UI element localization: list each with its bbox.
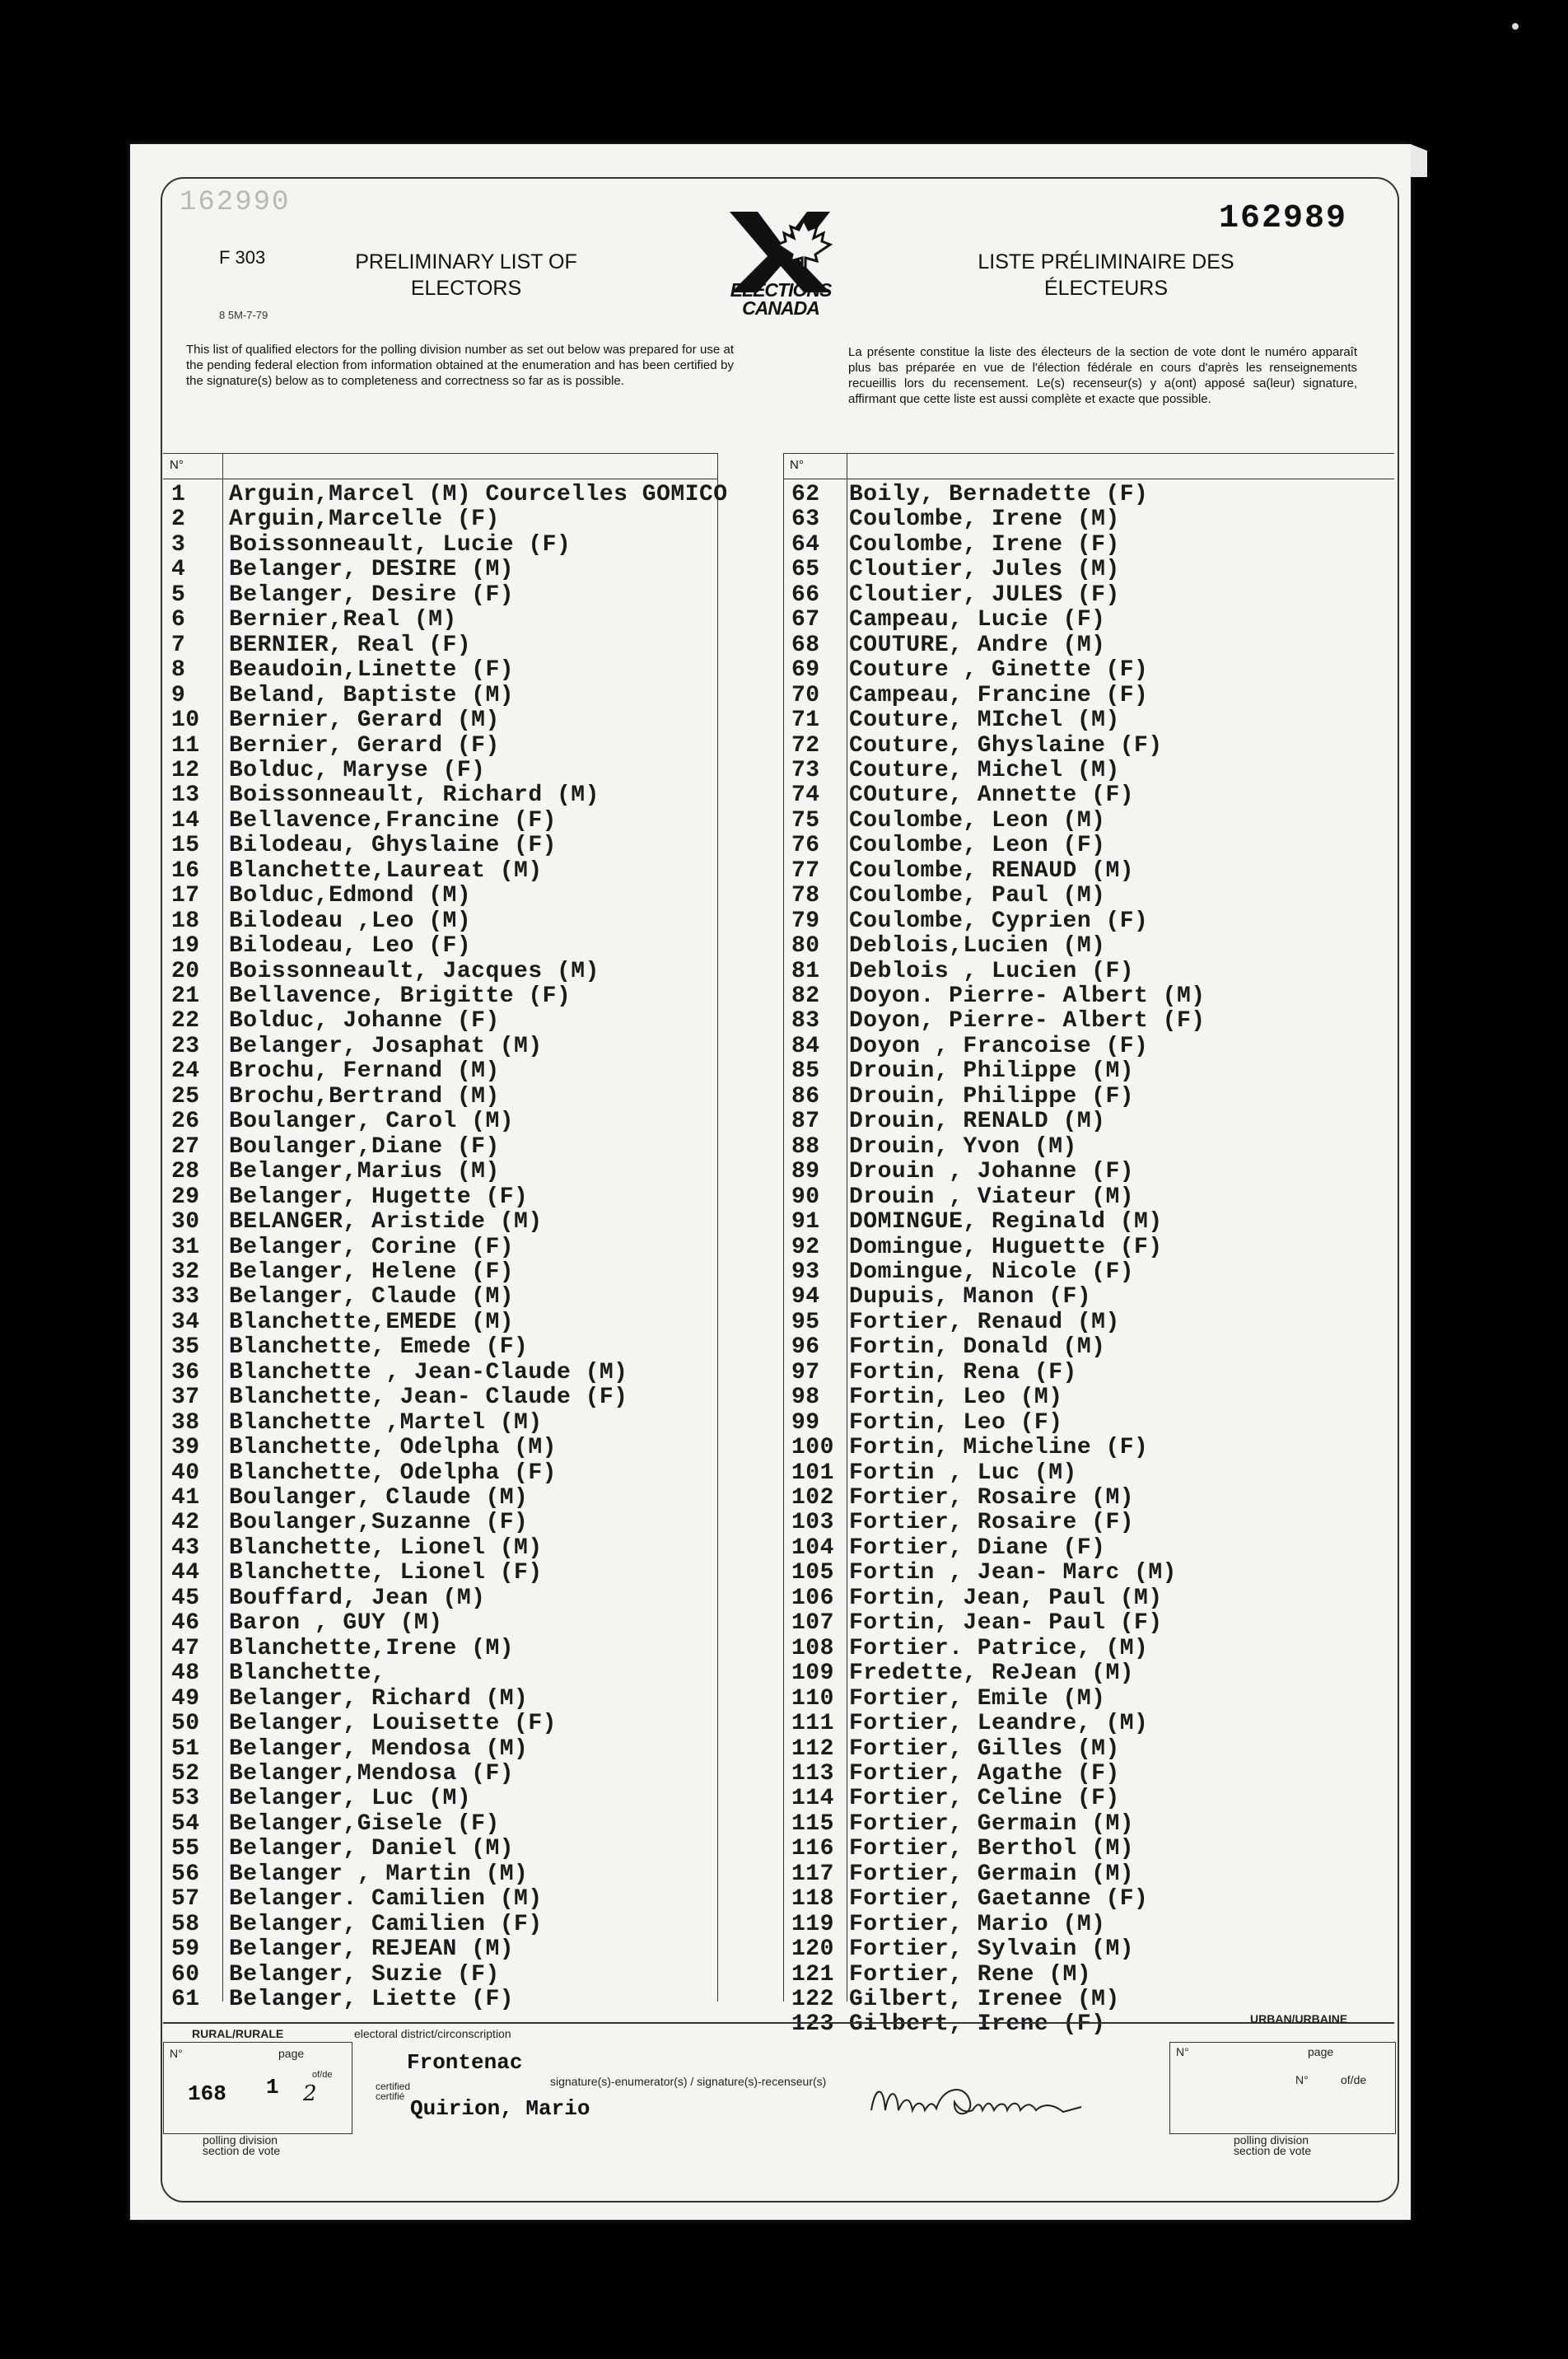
elector-number: 4 bbox=[171, 557, 186, 583]
elector-name: Boissonneault, Jacques (M) bbox=[229, 958, 600, 984]
right-column-header bbox=[783, 453, 1394, 479]
elector-name: Campeau, Francine (F) bbox=[849, 682, 1149, 708]
elector-name: Doyon , Francoise (F) bbox=[849, 1033, 1149, 1059]
elector-name: Fortier, Berthol (M) bbox=[849, 1836, 1135, 1862]
elector-number: 81 bbox=[791, 958, 820, 984]
elector-number: 19 bbox=[171, 933, 200, 960]
elector-name: Drouin , Viateur (M) bbox=[849, 1184, 1135, 1210]
elector-number: 106 bbox=[791, 1585, 834, 1611]
elector-number: 119 bbox=[791, 1911, 834, 1937]
elector-number: 96 bbox=[791, 1334, 820, 1361]
elector-number: 117 bbox=[791, 1861, 834, 1887]
elector-name: Boulanger, Claude (M) bbox=[229, 1485, 529, 1511]
elector-number: 83 bbox=[791, 1008, 820, 1035]
elector-number: 49 bbox=[171, 1685, 200, 1712]
elector-number: 56 bbox=[171, 1861, 200, 1887]
elector-number: 24 bbox=[171, 1058, 200, 1085]
district-name: Frontenac bbox=[407, 2050, 523, 2075]
elector-number: 30 bbox=[171, 1209, 200, 1236]
urban-box bbox=[1169, 2042, 1396, 2134]
elector-number: 51 bbox=[171, 1735, 200, 1762]
elector-number: 121 bbox=[791, 1961, 834, 1988]
intro-french: La présente constitue la liste des électeurs de la section de vote dont le numéro apparaît plus bas préparée en vue de l'élection fédérale en cours d'après les renseignements recueillis lors du recensement. Le(s) recenseur(s) y a(ont) apposé sa(leur) signature, affirmant que cette liste est aussi complète et exacte que possible. bbox=[848, 345, 1357, 406]
elector-number: 120 bbox=[791, 1936, 834, 1963]
elector-number: 70 bbox=[791, 682, 820, 708]
elector-name: Drouin , Johanne (F) bbox=[849, 1159, 1135, 1185]
elector-number: 85 bbox=[791, 1058, 820, 1085]
elector-name: Belanger, REJEAN (M) bbox=[229, 1936, 515, 1963]
page-number: 1 bbox=[266, 2075, 279, 2100]
urban-of-label: of/de bbox=[1341, 2073, 1367, 2086]
elector-number: 22 bbox=[171, 1008, 200, 1035]
elector-number: 114 bbox=[791, 1786, 834, 1812]
elector-name: Fortin, Rena (F) bbox=[849, 1359, 1077, 1385]
elector-number: 50 bbox=[171, 1711, 200, 1737]
elector-number: 35 bbox=[171, 1334, 200, 1361]
elector-name: Bolduc,Edmond (M) bbox=[229, 883, 472, 909]
elector-name: Bilodeau, Ghyslaine (F) bbox=[229, 833, 557, 859]
logo-wordmark: ELECTIONS CANADA bbox=[730, 279, 832, 319]
elector-number: 55 bbox=[171, 1836, 200, 1862]
elector-name: Belanger,Marius (M) bbox=[229, 1159, 500, 1185]
elector-number: 86 bbox=[791, 1083, 820, 1109]
elector-number: 53 bbox=[171, 1786, 200, 1812]
elector-name: Brochu, Fernand (M) bbox=[229, 1058, 500, 1085]
signature-label: signature(s)-enumerator(s) / signature(s)-recenseur(s) bbox=[550, 2075, 827, 2088]
elector-name: Fortier, Diane (F) bbox=[849, 1535, 1106, 1561]
elector-number: 95 bbox=[791, 1309, 820, 1335]
elector-number: 23 bbox=[171, 1033, 200, 1059]
urban-no-label: N° bbox=[1176, 2045, 1189, 2058]
elector-number: 110 bbox=[791, 1685, 834, 1712]
elector-name: Bilodeau, Leo (F) bbox=[229, 933, 472, 960]
elector-name: Baron , GUY (M) bbox=[229, 1610, 443, 1637]
elector-name: Blanchette, Jean- Claude (F) bbox=[229, 1385, 628, 1411]
elector-name: Blanchette,EMEDE (M) bbox=[229, 1309, 515, 1335]
rural-polling-label bbox=[203, 2135, 280, 2156]
elector-name: Belanger,Gisele (F) bbox=[229, 1810, 500, 1837]
elector-number: 63 bbox=[791, 507, 820, 533]
district-label: electoral district/circonscription bbox=[354, 2027, 511, 2040]
urban-label: URBAN/URBAINE bbox=[1250, 2012, 1348, 2025]
paper-tear bbox=[1411, 144, 1427, 177]
title-french: LISTE PRÉLIMINAIRE DES ÉLECTEURS bbox=[978, 250, 1234, 300]
elector-number: 5 bbox=[171, 582, 186, 608]
rural-polling-en: polling division bbox=[203, 2133, 278, 2146]
elector-number: 90 bbox=[791, 1184, 820, 1210]
elector-name: Fortier, Germain (M) bbox=[849, 1861, 1135, 1887]
elector-number: 102 bbox=[791, 1485, 834, 1511]
urban-polling-en: polling division bbox=[1234, 2133, 1309, 2146]
elector-name: Belanger, Richard (M) bbox=[229, 1685, 529, 1712]
elector-number: 34 bbox=[171, 1309, 200, 1335]
elector-name: Fortin, Donald (M) bbox=[849, 1334, 1106, 1361]
elector-name: Couture, Michel (M) bbox=[849, 757, 1120, 783]
elector-name: Bernier, Gerard (F) bbox=[229, 732, 500, 759]
elector-number: 75 bbox=[791, 807, 820, 834]
elector-name: Fortin, Jean- Paul (F) bbox=[849, 1610, 1163, 1637]
elector-number: 122 bbox=[791, 1987, 834, 2012]
elector-number: 79 bbox=[791, 908, 820, 934]
rural-page-label: page bbox=[278, 2047, 305, 2060]
elector-name: Couture, Ghyslaine (F) bbox=[849, 732, 1163, 759]
elector-number: 68 bbox=[791, 632, 820, 658]
elector-name: Domingue, Nicole (F) bbox=[849, 1259, 1135, 1285]
elector-name: Blanchette, Lionel (M) bbox=[229, 1535, 543, 1561]
elector-number: 76 bbox=[791, 833, 820, 859]
elector-number: 42 bbox=[171, 1510, 200, 1536]
elector-name: Coulombe, Leon (M) bbox=[849, 807, 1106, 834]
elector-number: 108 bbox=[791, 1635, 834, 1661]
right-col-no-label: N° bbox=[790, 458, 804, 472]
elector-name: Boily, Bernadette (F) bbox=[849, 482, 1149, 507]
elector-name: Doyon, Pierre- Albert (F) bbox=[849, 1008, 1206, 1035]
elector-number: 88 bbox=[791, 1133, 820, 1160]
elector-number: 97 bbox=[791, 1359, 820, 1385]
elector-number: 113 bbox=[791, 1760, 834, 1787]
elector-name: Boulanger, Carol (M) bbox=[229, 1109, 515, 1135]
elector-number: 26 bbox=[171, 1109, 200, 1135]
elector-number: 77 bbox=[791, 857, 820, 884]
elector-name: Belanger, Hugette (F) bbox=[229, 1184, 529, 1210]
elector-name: Belanger, Camilien (F) bbox=[229, 1911, 543, 1937]
left-column-header bbox=[163, 453, 717, 479]
elector-number: 28 bbox=[171, 1159, 200, 1185]
elector-number: 118 bbox=[791, 1886, 834, 1913]
elector-name: Belanger , Martin (M) bbox=[229, 1861, 529, 1887]
elector-number: 107 bbox=[791, 1610, 834, 1637]
elector-number: 37 bbox=[171, 1385, 200, 1411]
elector-name: Fortier, Leandre, (M) bbox=[849, 1711, 1149, 1737]
elector-name: Fortier, Gaetanne (F) bbox=[849, 1886, 1149, 1913]
elector-name: Coulombe, Paul (M) bbox=[849, 883, 1106, 909]
elector-number: 105 bbox=[791, 1560, 834, 1586]
elector-name: Blanchette ,Martel (M) bbox=[229, 1409, 543, 1436]
elector-name: Domingue, Huguette (F) bbox=[849, 1234, 1163, 1260]
elector-number: 73 bbox=[791, 757, 820, 783]
elector-number: 25 bbox=[171, 1083, 200, 1109]
elector-number: 123 bbox=[791, 2011, 834, 2038]
elector-number: 112 bbox=[791, 1735, 834, 1762]
print-code: 8 5M-7-79 bbox=[219, 309, 268, 321]
elector-number: 82 bbox=[791, 983, 820, 1009]
elector-name: Fortin , Luc (M) bbox=[849, 1460, 1077, 1486]
intro-english: This list of qualified electors for the polling division number as set out below was prepared for use at the pending federal election from information obtained at the enumeration and has been certified by the signature(s) below as to completeness and correctness so far as is possible. bbox=[186, 343, 734, 388]
certified-label bbox=[376, 2081, 410, 2101]
elector-name: Drouin, Yvon (M) bbox=[849, 1133, 1077, 1160]
elector-name: Blanchette, Odelpha (F) bbox=[229, 1460, 557, 1486]
elector-name: Coulombe, Irene (F) bbox=[849, 531, 1120, 558]
elector-number: 60 bbox=[171, 1961, 200, 1988]
elector-number: 69 bbox=[791, 657, 820, 684]
elector-name: Coulombe, Leon (F) bbox=[849, 833, 1106, 859]
elector-number: 57 bbox=[171, 1886, 200, 1913]
elector-number: 36 bbox=[171, 1359, 200, 1385]
center-divider-2 bbox=[783, 453, 784, 2002]
elector-name: Blanchette, Odelpha (M) bbox=[229, 1435, 557, 1461]
elector-name: Bolduc, Johanne (F) bbox=[229, 1008, 500, 1035]
elector-name: Boulanger,Diane (F) bbox=[229, 1133, 500, 1160]
elector-name: Coulombe, Cyprien (F) bbox=[849, 908, 1149, 934]
rural-polling-fr: section de vote bbox=[203, 2144, 281, 2157]
elector-number: 111 bbox=[791, 1711, 834, 1737]
page-of: 2 bbox=[303, 2081, 317, 2106]
elector-name: Fortier, Rosaire (F) bbox=[849, 1510, 1135, 1536]
elector-name: Belanger, Liette (F) bbox=[229, 1987, 515, 2012]
elector-name: Bellavence, Brigitte (F) bbox=[229, 983, 572, 1009]
elector-name: Blanchette, bbox=[229, 1661, 386, 1687]
left-number-divider bbox=[222, 453, 223, 2002]
elector-name: Couture, MIchel (M) bbox=[849, 708, 1120, 734]
elector-number: 15 bbox=[171, 833, 200, 859]
polling-number: 168 bbox=[188, 2081, 226, 2106]
elector-number: 7 bbox=[171, 632, 186, 658]
elector-number: 8 bbox=[171, 657, 186, 684]
elector-name: Bouffard, Jean (M) bbox=[229, 1585, 486, 1611]
certified-en: certified bbox=[376, 2081, 411, 2092]
elector-name: Deblois , Lucien (F) bbox=[849, 958, 1135, 984]
urban-page-label: page bbox=[1308, 2045, 1334, 2058]
elector-name: BERNIER, Real (F) bbox=[229, 632, 472, 658]
elector-name: Fredette, ReJean (M) bbox=[849, 1661, 1135, 1687]
elector-name: Blanchette, Lionel (F) bbox=[229, 1560, 543, 1586]
elector-name: Belanger, Luc (M) bbox=[229, 1786, 472, 1812]
elector-number: 32 bbox=[171, 1259, 200, 1285]
elector-number: 3 bbox=[171, 531, 186, 558]
elector-name: Fortier, Renaud (M) bbox=[849, 1309, 1120, 1335]
elector-name: Fortier. Patrice, (M) bbox=[849, 1635, 1149, 1661]
elector-number: 100 bbox=[791, 1435, 834, 1461]
elector-name: Arguin,Marcelle (F) bbox=[229, 507, 500, 533]
elector-name: Bernier, Gerard (M) bbox=[229, 708, 500, 734]
elector-name: Belanger,Mendosa (F) bbox=[229, 1760, 515, 1787]
elector-number: 21 bbox=[171, 983, 200, 1009]
elector-name: Dupuis, Manon (F) bbox=[849, 1284, 1092, 1310]
footer-section bbox=[163, 2012, 1394, 2168]
elector-number: 33 bbox=[171, 1284, 200, 1310]
elector-name: Couture , Ginette (F) bbox=[849, 657, 1149, 684]
elector-name: Arguin,Marcel (M) Courcelles GOMICO bbox=[229, 482, 728, 507]
elector-name: Fortin, Leo (M) bbox=[849, 1385, 1063, 1411]
elector-name: Fortier, Agathe (F) bbox=[849, 1760, 1120, 1787]
elector-number: 80 bbox=[791, 933, 820, 960]
elector-name: Fortin , Jean- Marc (M) bbox=[849, 1560, 1177, 1586]
elector-number: 1 bbox=[171, 482, 186, 507]
elector-number: 38 bbox=[171, 1409, 200, 1436]
elector-name: Fortier, Emile (M) bbox=[849, 1685, 1106, 1712]
elector-number: 46 bbox=[171, 1610, 200, 1637]
elector-number: 45 bbox=[171, 1585, 200, 1611]
elector-number: 89 bbox=[791, 1159, 820, 1185]
elector-name: Belanger, DESIRE (M) bbox=[229, 557, 515, 583]
elector-number: 52 bbox=[171, 1760, 200, 1787]
elector-name: Blanchette , Jean-Claude (M) bbox=[229, 1359, 628, 1385]
elector-name: Belanger, Desire (F) bbox=[229, 582, 515, 608]
elector-name: Bolduc, Maryse (F) bbox=[229, 757, 486, 783]
elector-number: 27 bbox=[171, 1133, 200, 1160]
elector-name: Belanger, Louisette (F) bbox=[229, 1711, 557, 1737]
elector-number: 116 bbox=[791, 1836, 834, 1862]
elector-number: 91 bbox=[791, 1209, 820, 1236]
elector-name: Boulanger,Suzanne (F) bbox=[229, 1510, 529, 1536]
elector-name: Gilbert, Irene (F) bbox=[849, 2011, 1106, 2038]
elector-name: Fortin, Micheline (F) bbox=[849, 1435, 1149, 1461]
elector-number: 67 bbox=[791, 607, 820, 633]
elector-number: 14 bbox=[171, 807, 200, 834]
elector-name: Belanger, Helene (F) bbox=[229, 1259, 515, 1285]
elector-number: 40 bbox=[171, 1460, 200, 1486]
elector-name: Beaudoin,Linette (F) bbox=[229, 657, 515, 684]
elector-number: 48 bbox=[171, 1661, 200, 1687]
elector-name: Fortier, Rene (M) bbox=[849, 1961, 1092, 1988]
elector-name: BELANGER, Aristide (M) bbox=[229, 1209, 543, 1236]
elector-number: 12 bbox=[171, 757, 200, 783]
elector-name: Drouin, Philippe (M) bbox=[849, 1058, 1135, 1085]
certified-fr: certifié bbox=[376, 2090, 405, 2102]
elector-name: Brochu,Bertrand (M) bbox=[229, 1083, 500, 1109]
elector-name: COuture, Annette (F) bbox=[849, 782, 1135, 809]
elector-number: 64 bbox=[791, 531, 820, 558]
elector-number: 43 bbox=[171, 1535, 200, 1561]
elector-number: 101 bbox=[791, 1460, 834, 1486]
elector-number: 66 bbox=[791, 582, 820, 608]
enumerator-name: Quirion, Mario bbox=[410, 2096, 590, 2121]
elector-name: Belanger. Camilien (M) bbox=[229, 1886, 543, 1913]
elector-name: Gilbert, Irenee (M) bbox=[849, 1987, 1120, 2012]
left-col-no-label: N° bbox=[170, 458, 184, 472]
elector-name: Cloutier, JULES (F) bbox=[849, 582, 1120, 608]
elector-name: Fortier, Mario (M) bbox=[849, 1911, 1106, 1937]
title-english: PRELIMINARY LIST OF ELECTORS bbox=[355, 250, 577, 300]
elector-number: 65 bbox=[791, 557, 820, 583]
elector-number: 103 bbox=[791, 1510, 834, 1536]
elector-number: 2 bbox=[171, 507, 186, 533]
elector-number: 109 bbox=[791, 1661, 834, 1687]
elector-number: 18 bbox=[171, 908, 200, 934]
elector-number: 92 bbox=[791, 1234, 820, 1260]
elector-number: 16 bbox=[171, 857, 200, 884]
elector-name: Coulombe, Irene (M) bbox=[849, 507, 1120, 533]
elector-name: Doyon. Pierre- Albert (M) bbox=[849, 983, 1206, 1009]
elector-number: 98 bbox=[791, 1385, 820, 1411]
elector-number: 71 bbox=[791, 708, 820, 734]
elector-name: Drouin, RENALD (M) bbox=[849, 1109, 1106, 1135]
elector-number: 10 bbox=[171, 708, 200, 734]
elector-number: 84 bbox=[791, 1033, 820, 1059]
elector-name: Blanchette,Laureat (M) bbox=[229, 857, 543, 884]
elector-number: 74 bbox=[791, 782, 820, 809]
elector-number: 59 bbox=[171, 1936, 200, 1963]
elector-name: Fortier, Celine (F) bbox=[849, 1786, 1120, 1812]
elector-number: 62 bbox=[791, 482, 820, 507]
elector-number: 94 bbox=[791, 1284, 820, 1310]
elector-name: Campeau, Lucie (F) bbox=[849, 607, 1106, 633]
urban-no-of-label: N° bbox=[1295, 2073, 1309, 2086]
elector-number: 47 bbox=[171, 1635, 200, 1661]
elector-number: 115 bbox=[791, 1810, 834, 1837]
elector-number: 39 bbox=[171, 1435, 200, 1461]
elector-name: Belanger, Daniel (M) bbox=[229, 1836, 515, 1862]
elector-name: Blanchette,Irene (M) bbox=[229, 1635, 515, 1661]
elector-name: Belanger, Corine (F) bbox=[229, 1234, 515, 1260]
elector-name: Coulombe, RENAUD (M) bbox=[849, 857, 1135, 884]
elector-name: DOMINGUE, Reginald (M) bbox=[849, 1209, 1163, 1236]
elector-name: Fortin, Leo (F) bbox=[849, 1409, 1063, 1436]
elector-number: 29 bbox=[171, 1184, 200, 1210]
elector-name: Belanger, Claude (M) bbox=[229, 1284, 515, 1310]
elector-number: 72 bbox=[791, 732, 820, 759]
elector-number: 13 bbox=[171, 782, 200, 809]
rural-no-label: N° bbox=[170, 2047, 183, 2060]
elector-name: Bellavence,Francine (F) bbox=[229, 807, 557, 834]
elector-name: Boissonneault, Richard (M) bbox=[229, 782, 600, 809]
elector-number: 99 bbox=[791, 1409, 820, 1436]
elector-number: 87 bbox=[791, 1109, 820, 1135]
elector-number: 20 bbox=[171, 958, 200, 984]
faint-serial-number: 162990 bbox=[180, 187, 291, 218]
elector-name: Bilodeau ,Leo (M) bbox=[229, 908, 472, 934]
elector-name: Boissonneault, Lucie (F) bbox=[229, 531, 572, 558]
rural-label: RURAL/RURALE bbox=[192, 2027, 284, 2040]
enumerator-signature bbox=[867, 2077, 1090, 2127]
elector-name: Fortin, Jean, Paul (M) bbox=[849, 1585, 1163, 1611]
elector-number: 41 bbox=[171, 1485, 200, 1511]
elector-number: 31 bbox=[171, 1234, 200, 1260]
elector-name: Bernier,Real (M) bbox=[229, 607, 457, 633]
elector-name: Drouin, Philippe (F) bbox=[849, 1083, 1135, 1109]
elector-number: 6 bbox=[171, 607, 186, 633]
elector-name: Fortier, Germain (M) bbox=[849, 1810, 1135, 1837]
elector-name: Beland, Baptiste (M) bbox=[229, 682, 515, 708]
elector-number: 104 bbox=[791, 1535, 834, 1561]
electors-list-form bbox=[130, 144, 1411, 2220]
elector-name: Fortier, Rosaire (M) bbox=[849, 1485, 1135, 1511]
urban-polling-fr: section de vote bbox=[1234, 2144, 1312, 2157]
corner-mark bbox=[1512, 23, 1519, 30]
elector-name: COUTURE, Andre (M) bbox=[849, 632, 1106, 658]
elector-name: Blanchette, Emede (F) bbox=[229, 1334, 529, 1361]
elector-number: 61 bbox=[171, 1987, 200, 2012]
elector-name: Fortier, Gilles (M) bbox=[849, 1735, 1120, 1762]
elector-number: 11 bbox=[171, 732, 200, 759]
elector-name: Belanger, Mendosa (M) bbox=[229, 1735, 529, 1762]
elector-name: Deblois,Lucien (M) bbox=[849, 933, 1106, 960]
elector-number: 17 bbox=[171, 883, 200, 909]
elector-name: Belanger, Suzie (F) bbox=[229, 1961, 500, 1988]
rural-of-label: of/de bbox=[312, 2070, 333, 2080]
serial-number: 162989 bbox=[1219, 200, 1348, 237]
urban-polling-label bbox=[1234, 2135, 1311, 2156]
elector-number: 44 bbox=[171, 1560, 200, 1586]
elector-number: 54 bbox=[171, 1810, 200, 1837]
center-divider bbox=[717, 453, 718, 2002]
elector-number: 58 bbox=[171, 1911, 200, 1937]
form-code: F 303 bbox=[219, 247, 266, 268]
elector-name: Belanger, Josaphat (M) bbox=[229, 1033, 543, 1059]
elector-number: 93 bbox=[791, 1259, 820, 1285]
elector-name: Cloutier, Jules (M) bbox=[849, 557, 1120, 583]
elector-number: 78 bbox=[791, 883, 820, 909]
elector-name: Fortier, Sylvain (M) bbox=[849, 1936, 1135, 1963]
elector-number: 9 bbox=[171, 682, 186, 708]
